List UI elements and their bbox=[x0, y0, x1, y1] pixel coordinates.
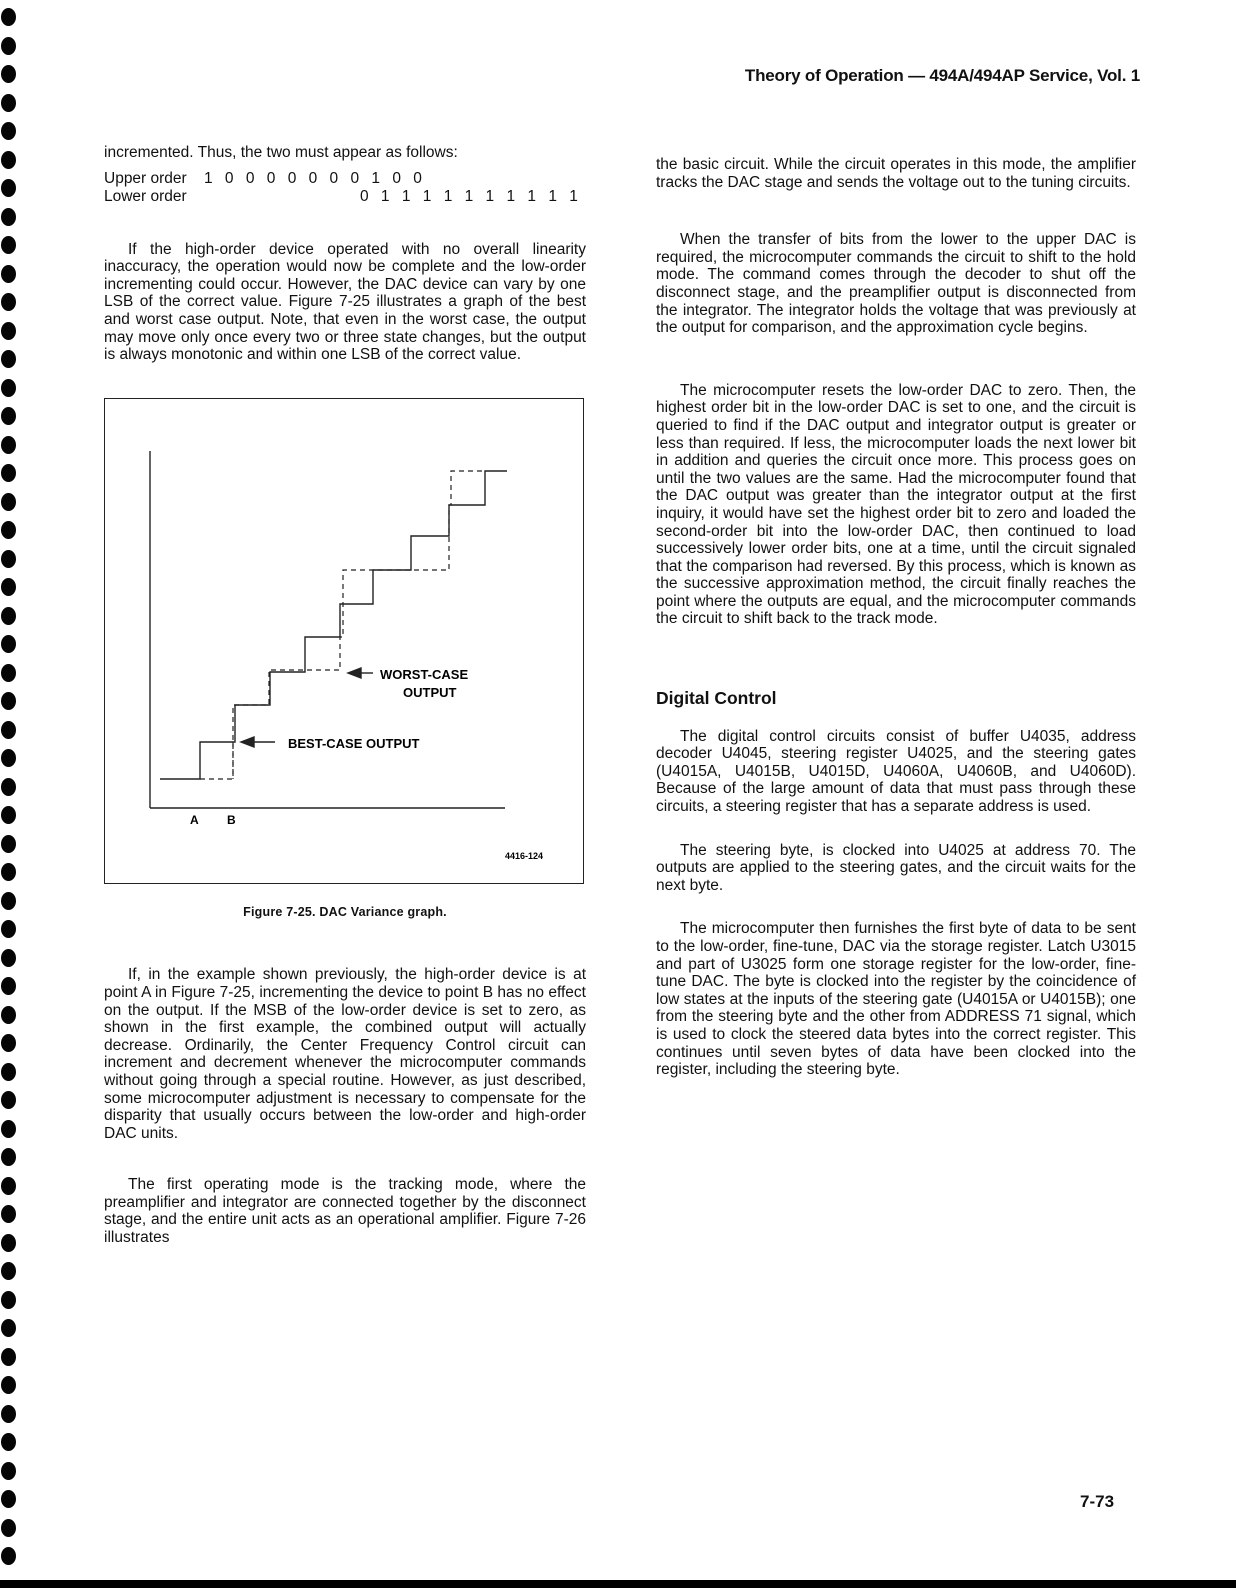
paragraph: The digital control circuits consist of buffer U4035, address decoder U4045, steering register U4025, and the steering gates (U4015A, U4015B, U4015D, U4060A, U4060B, and U4060D). Because of the large amount of data that must pass through these circuits, a steering register that has a separate address is used. bbox=[656, 727, 1136, 816]
binder-hole bbox=[1, 65, 16, 83]
binder-hole bbox=[1, 920, 16, 938]
paragraph: The first operating mode is the tracking mode, where the preamplifier and integrator are connected together by the disconnect stage, and the entire unit acts as an operational amplifier. Figure 7-26 illustrates bbox=[104, 1176, 586, 1247]
binder-hole bbox=[1, 892, 16, 910]
lower-order-row bbox=[104, 188, 586, 206]
binder-hole bbox=[1, 806, 16, 824]
section-heading: Digital Control bbox=[656, 688, 777, 709]
page-header: Theory of Operation — 494A/494AP Service, Vol. 1 bbox=[744, 66, 1140, 85]
right-column bbox=[656, 156, 1136, 1113]
figure-id: 4416-124 bbox=[505, 850, 544, 861]
binder-hole bbox=[1, 1063, 16, 1081]
binder-hole bbox=[1, 749, 16, 767]
binder-hole bbox=[1, 664, 16, 682]
binder-hole bbox=[1, 493, 16, 511]
binder-hole bbox=[1, 578, 16, 596]
figure-caption: Figure 7-25. DAC Variance graph. bbox=[243, 904, 447, 919]
binder-hole bbox=[1, 151, 16, 169]
binder-hole bbox=[1, 1405, 16, 1423]
paragraph: If, in the example shown previously, the high-order device is at point A in Figure 7-25, incrementing the device to point B has no effect on the output. If the MSB of the low-order device is set to zero, as shown in the first example, the combined output will actually decrease. Ordinarily, the Center Frequency Control circuit can increment and decrement whenever the microcomputer commands without going through a special routine. However, as just described, some microcomputer adjustment is necessary to compensate for the disparity that usually occurs between the low-order and high-order DAC units. bbox=[104, 966, 586, 1142]
binder-hole bbox=[1, 550, 16, 568]
binder-hole bbox=[1, 379, 16, 397]
binder-hole bbox=[1, 265, 16, 283]
paragraph: the basic circuit. While the circuit operates in this mode, the amplifier tracks the DAC stage and sends the voltage out to the tuning circuits. bbox=[656, 156, 1136, 191]
binder-hole bbox=[1, 721, 16, 739]
paragraph: The steering byte, is clocked into U4025 at address 70. The outputs are applied to the steering gates, and the circuit waits for the next byte. bbox=[656, 841, 1136, 894]
binder-hole bbox=[1, 1148, 16, 1166]
binder-hole bbox=[1, 1519, 16, 1537]
left-column bbox=[104, 144, 586, 1281]
scan-bottom-edge bbox=[0, 1580, 1236, 1588]
staircase-solid bbox=[160, 471, 507, 779]
binder-hole bbox=[1, 1120, 16, 1138]
binder-hole bbox=[1, 350, 16, 368]
binder-holes bbox=[0, 0, 30, 1588]
binder-hole bbox=[1, 1091, 16, 1109]
worst-case-label-1: WORST-CASE bbox=[380, 666, 469, 682]
binder-hole bbox=[1, 1262, 16, 1280]
staircase-dashed bbox=[200, 471, 485, 779]
binder-hole bbox=[1, 1234, 16, 1252]
order-label: Upper order bbox=[104, 169, 187, 187]
order-bits: 0 1 1 1 1 1 1 1 1 1 1 bbox=[360, 187, 582, 205]
binder-hole bbox=[1, 1177, 16, 1195]
binder-hole bbox=[1, 1319, 16, 1337]
best-arrow-head bbox=[241, 737, 254, 747]
binder-hole bbox=[1, 8, 16, 26]
binder-hole bbox=[1, 94, 16, 112]
binder-hole bbox=[1, 1348, 16, 1366]
binder-hole bbox=[1, 1490, 16, 1508]
binder-hole bbox=[1, 1462, 16, 1480]
figure-dac-variance bbox=[104, 398, 584, 884]
order-label: Lower order bbox=[104, 187, 187, 205]
binder-hole bbox=[1, 179, 16, 197]
binder-hole bbox=[1, 977, 16, 995]
binder-hole bbox=[1, 464, 16, 482]
binder-hole bbox=[1, 949, 16, 967]
binder-hole bbox=[1, 436, 16, 454]
paragraph: The microcomputer then furnishes the first byte of data to be sent to the low-order, fine-tune, DAC via the storage register. Latch U3015 and part of U3025 form one storage register for the low-order, fine-tune DAC. The byte is clocked into the register by the coincidence of low states at the inputs of the steering gate (U4015A or U4015B); one from the steering byte and the other from ADDRESS 71 signal, which is used to clock the steered data bytes into the correct register. This continues until seven bytes of data have been clocked into the register, including the steering byte. bbox=[656, 920, 1136, 1079]
upper-order-row bbox=[104, 170, 586, 188]
binder-hole bbox=[1, 692, 16, 710]
intro-text: incremented. Thus, the two must appear as follows: bbox=[104, 144, 458, 161]
dac-variance-graph bbox=[105, 399, 585, 885]
paragraph: If the high-order device operated with no overall linearity inaccuracy, the operation would now be complete and the low-order incrementing could occur. However, the DAC device can vary by one LSB of the correct value. Figure 7-25 illustrates a graph of the best and worst case output. Note, that even in the worst case, the output may move only once every two or three state changes, but the output is always monotonic and within one LSB of the correct value. bbox=[104, 240, 586, 364]
binder-hole bbox=[1, 1205, 16, 1223]
binder-hole bbox=[1, 607, 16, 625]
paragraph: When the transfer of bits from the lower to the upper DAC is required, the microcomputer commands the circuit to shift to the hold mode. The command comes through the decoder to shut off the disconnect stage, and the preamplifier output is disconnected from the integrator. The integrator holds the voltage that was previously at the output for comparison, and the approximation cycle begins. bbox=[656, 231, 1136, 337]
worst-case-label-2: OUTPUT bbox=[403, 684, 457, 700]
binder-hole bbox=[1, 122, 16, 140]
binder-hole bbox=[1, 208, 16, 226]
binder-hole bbox=[1, 1291, 16, 1309]
binder-hole bbox=[1, 407, 16, 425]
binder-hole bbox=[1, 521, 16, 539]
binder-hole bbox=[1, 1006, 16, 1024]
binder-hole bbox=[1, 863, 16, 881]
binder-hole bbox=[1, 1376, 16, 1394]
bit-orders bbox=[104, 170, 586, 206]
binder-hole bbox=[1, 1433, 16, 1451]
binder-hole bbox=[1, 1547, 16, 1565]
point-a-label: A bbox=[190, 812, 199, 827]
binder-hole bbox=[1, 236, 16, 254]
binder-hole bbox=[1, 835, 16, 853]
binder-hole bbox=[1, 293, 16, 311]
order-bits: 1 0 0 0 0 0 0 0 1 0 0 bbox=[204, 169, 426, 187]
binder-hole bbox=[1, 322, 16, 340]
binder-hole bbox=[1, 1034, 16, 1052]
binder-hole bbox=[1, 37, 16, 55]
binder-hole bbox=[1, 635, 16, 653]
point-b-label: B bbox=[227, 812, 236, 827]
best-case-label: BEST-CASE OUTPUT bbox=[288, 735, 420, 751]
binder-hole bbox=[1, 778, 16, 796]
page-number: 7-73 bbox=[1080, 1492, 1115, 1511]
worst-arrow-head bbox=[348, 668, 361, 678]
paragraph: The microcomputer resets the low-order DAC to zero. Then, the highest order bit in the low-order DAC is set to one, and the circuit is queried to find if the DAC output and integrator output is greater or less than required. If less, the microcomputer loads the next lower bit in addition and queries the circuit once more. This process goes on until the two values are the same. Had the microcomputer found that the DAC output was greater than the integrator output at the first inquiry, it would have set the highest order bit to zero and loaded the second-order bit into the low-order DAC, then continued to load successively lower order bits, one at a time, until the circuit signaled that the comparison had reversed. By this process, which is known as the successive approximation method, the circuit finally reaches the point where the outputs are equal, and the microcomputer commands the circuit to shift back to the track mode. bbox=[656, 381, 1136, 628]
